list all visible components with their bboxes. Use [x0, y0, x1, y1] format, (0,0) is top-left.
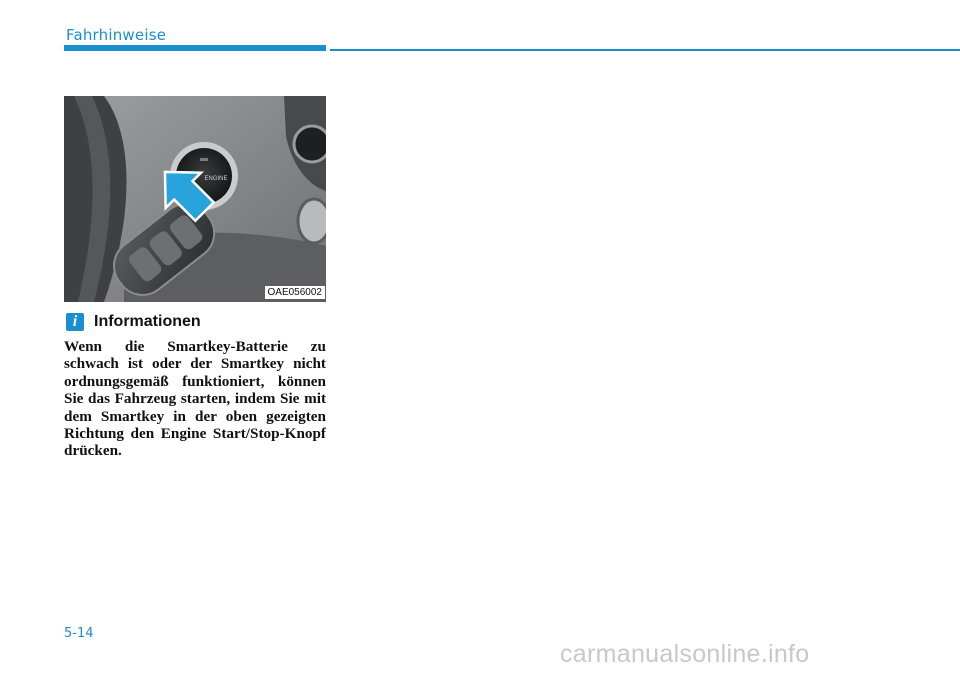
figure-code: OAE056002	[265, 286, 326, 299]
console-knob	[298, 199, 326, 243]
header-rule-thick	[64, 45, 326, 51]
info-icon: i	[66, 313, 84, 331]
header-rule-thin	[330, 49, 960, 51]
info-title: Informationen	[94, 313, 201, 330]
info-body: Wenn die Smartkey-Batterie zu schwach ist oder der Smartkey nicht ordnungsgemäß funktioniert, können Sie das Fahrzeug starten, indem Sie mit dem Smartkey in der oben gezeigten Richtung den Engine Start/Stop-Knopf drücken.	[64, 338, 326, 460]
section-title: Fahrhinweise	[66, 26, 167, 44]
page-number: 5-14	[64, 626, 94, 641]
park-assist-button	[294, 126, 326, 162]
start-stop-indicator	[200, 158, 208, 161]
start-stop-label: ENGINE	[204, 176, 228, 182]
smartkey-illustration	[64, 96, 326, 302]
watermark: carmanualsonline.info	[560, 640, 810, 668]
figure-illustration	[64, 96, 326, 302]
info-header	[66, 313, 201, 331]
